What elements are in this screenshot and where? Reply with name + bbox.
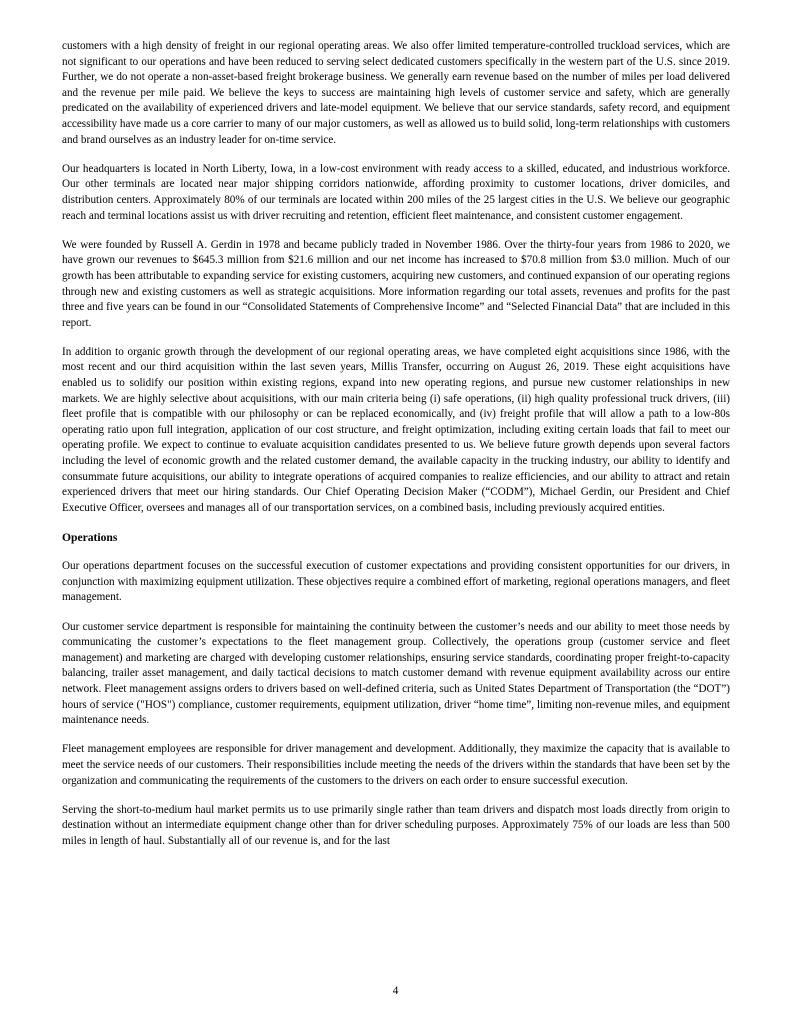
document-page [62, 39, 730, 863]
page-number: 4 [392, 985, 399, 997]
paragraph-customer-service: Our customer service department is responsible for maintaining the continuity between the customer’s needs and our ability to meet those needs by communicating the customer’s expectations to the fleet management group. Collectively, the operations group (customer service and fleet management) and marketing are charged with developing customer relationships, ensuring service standards, coordinating proper freight-to-capacity balancing, trailer asset management, and daily tactical decisions to match customer demand with revenue equipment availability across our entire network. Fleet management assigns orders to drivers based on well-defined criteria, such as United States Department of Transportation (the “DOT”) hours of service ("HOS") compliance, customer requirements, equipment utilization, driver “home time”, limiting non-revenue miles, and equipment maintenance needs. [62, 620, 730, 727]
paragraph-customers-overview: customers with a high density of freight in our regional operating areas. We also offer limited temperature-controlled truckload services, which are not significant to our operations and have been reduced to serving select dedicated customers specifically in the western part of the U.S. since 2019. Further, we do not operate a non-asset-based freight brokerage business. We generally earn revenue based on the number of miles per load delivered and the revenue per mile paid. We believe the keys to success are maintaining high levels of customer service and safety, which are generally predicated on the availability of experienced drivers and late-model equipment. We believe that our service standards, safety record, and equipment accessibility have made us a core carrier to many of our major customers, as well as allowed us to build solid, long-term relationships with customers and brand ourselves as an industry leader for on-time service. [62, 40, 730, 146]
section-heading-operations: Operations [62, 531, 118, 544]
paragraph-operations-department: Our operations department focuses on the successful execution of customer expectations and providing consistent opportunities for our drivers, in conjunction with maximizing equipment utilization. These objectives require a combined effort of marketing, regional operations managers, and fleet management. [62, 560, 730, 604]
paragraph-acquisitions: In addition to organic growth through the development of our regional operating areas, we have completed eight acquisitions since 1986, with the most recent and our third acquisition within the last seven years, Millis Transfer, occurring on August 26, 2019. These eight acquisitions have enabled us to solidify our position within existing regions, expand into new operating regions, and pursue new customer relationships in new markets. We are highly selective about acquisitions, with our main criteria being (i) safe operations, (ii) high quality professional truck drivers, (iii) fleet profile that is compatible with our philosophy or can be replaced economically, and (iv) freight profile that will allow a path to a low-80s operating ratio upon full integration, application of our cost structure, and freight optimization, including exiting certain loads that fail to meet our operating profile. We expect to continue to evaluate acquisition candidates presented to us. We believe future growth depends upon several factors including the level of economic growth and the related customer demand, the available capacity in the trucking industry, our ability to identify and consummate future acquisitions, our ability to integrate operations of acquired companies to realize efficiencies, and our ability to attract and retain experienced drivers that meet our hiring standards. Our Chief Operating Decision Maker (“CODM”), Michael Gerdin, our President and Chief Executive Officer, oversees and manages all of our transportation services, on a combined basis, including previously acquired entities. [62, 345, 730, 514]
paragraph-fleet-management: Fleet management employees are responsible for driver management and development. Additionally, they maximize the capacity that is available to meet the service needs of our customers. Their responsibilities include meeting the needs of the drivers within the standards that have been set by the organization and communicating the requirements of the customers to the drivers on each order to ensure successful execution. [62, 743, 730, 787]
paragraph-short-medium-haul: Serving the short-to-medium haul market permits us to use primarily single rather than team drivers and dispatch most loads directly from origin to destination without an intermediate equipment change other than for driver scheduling purposes. Approximately 75% of our loads are less than 500 miles in length of haul. Substantially all of our revenue is, and for the last [62, 803, 730, 847]
paragraph-headquarters: Our headquarters is located in North Liberty, Iowa, in a low-cost environment with ready access to a skilled, educated, and industrious workforce. Our other terminals are located near major shipping corridors nationwide, affording proximity to customer locations, driver domiciles, and distribution centers. Approximately 80% of our terminals are located within 200 miles of the 25 largest cities in the U.S. We believe our geographic reach and terminal locations assist us with driver recruiting and retention, efficient fleet maintenance, and consistent customer engagement. [62, 162, 730, 222]
paragraph-history: We were founded by Russell A. Gerdin in 1978 and became publicly traded in November 1986. Over the thirty-four years from 1986 to 2020, we have grown our revenues to $645.3 million from $21.6 million and our net income has increased to $70.8 million from $3.0 million. Much of our growth has been attributable to expanding service for existing customers, acquiring new customers, and continued expansion of our operating regions through new and existing customers as well as strategic acquisitions. More information regarding our total assets, revenues and profits for the past three and five years can be found in our “Consolidated Statements of Comprehensive Income” and “Selected Financial Data” that are included in this report. [62, 238, 730, 329]
